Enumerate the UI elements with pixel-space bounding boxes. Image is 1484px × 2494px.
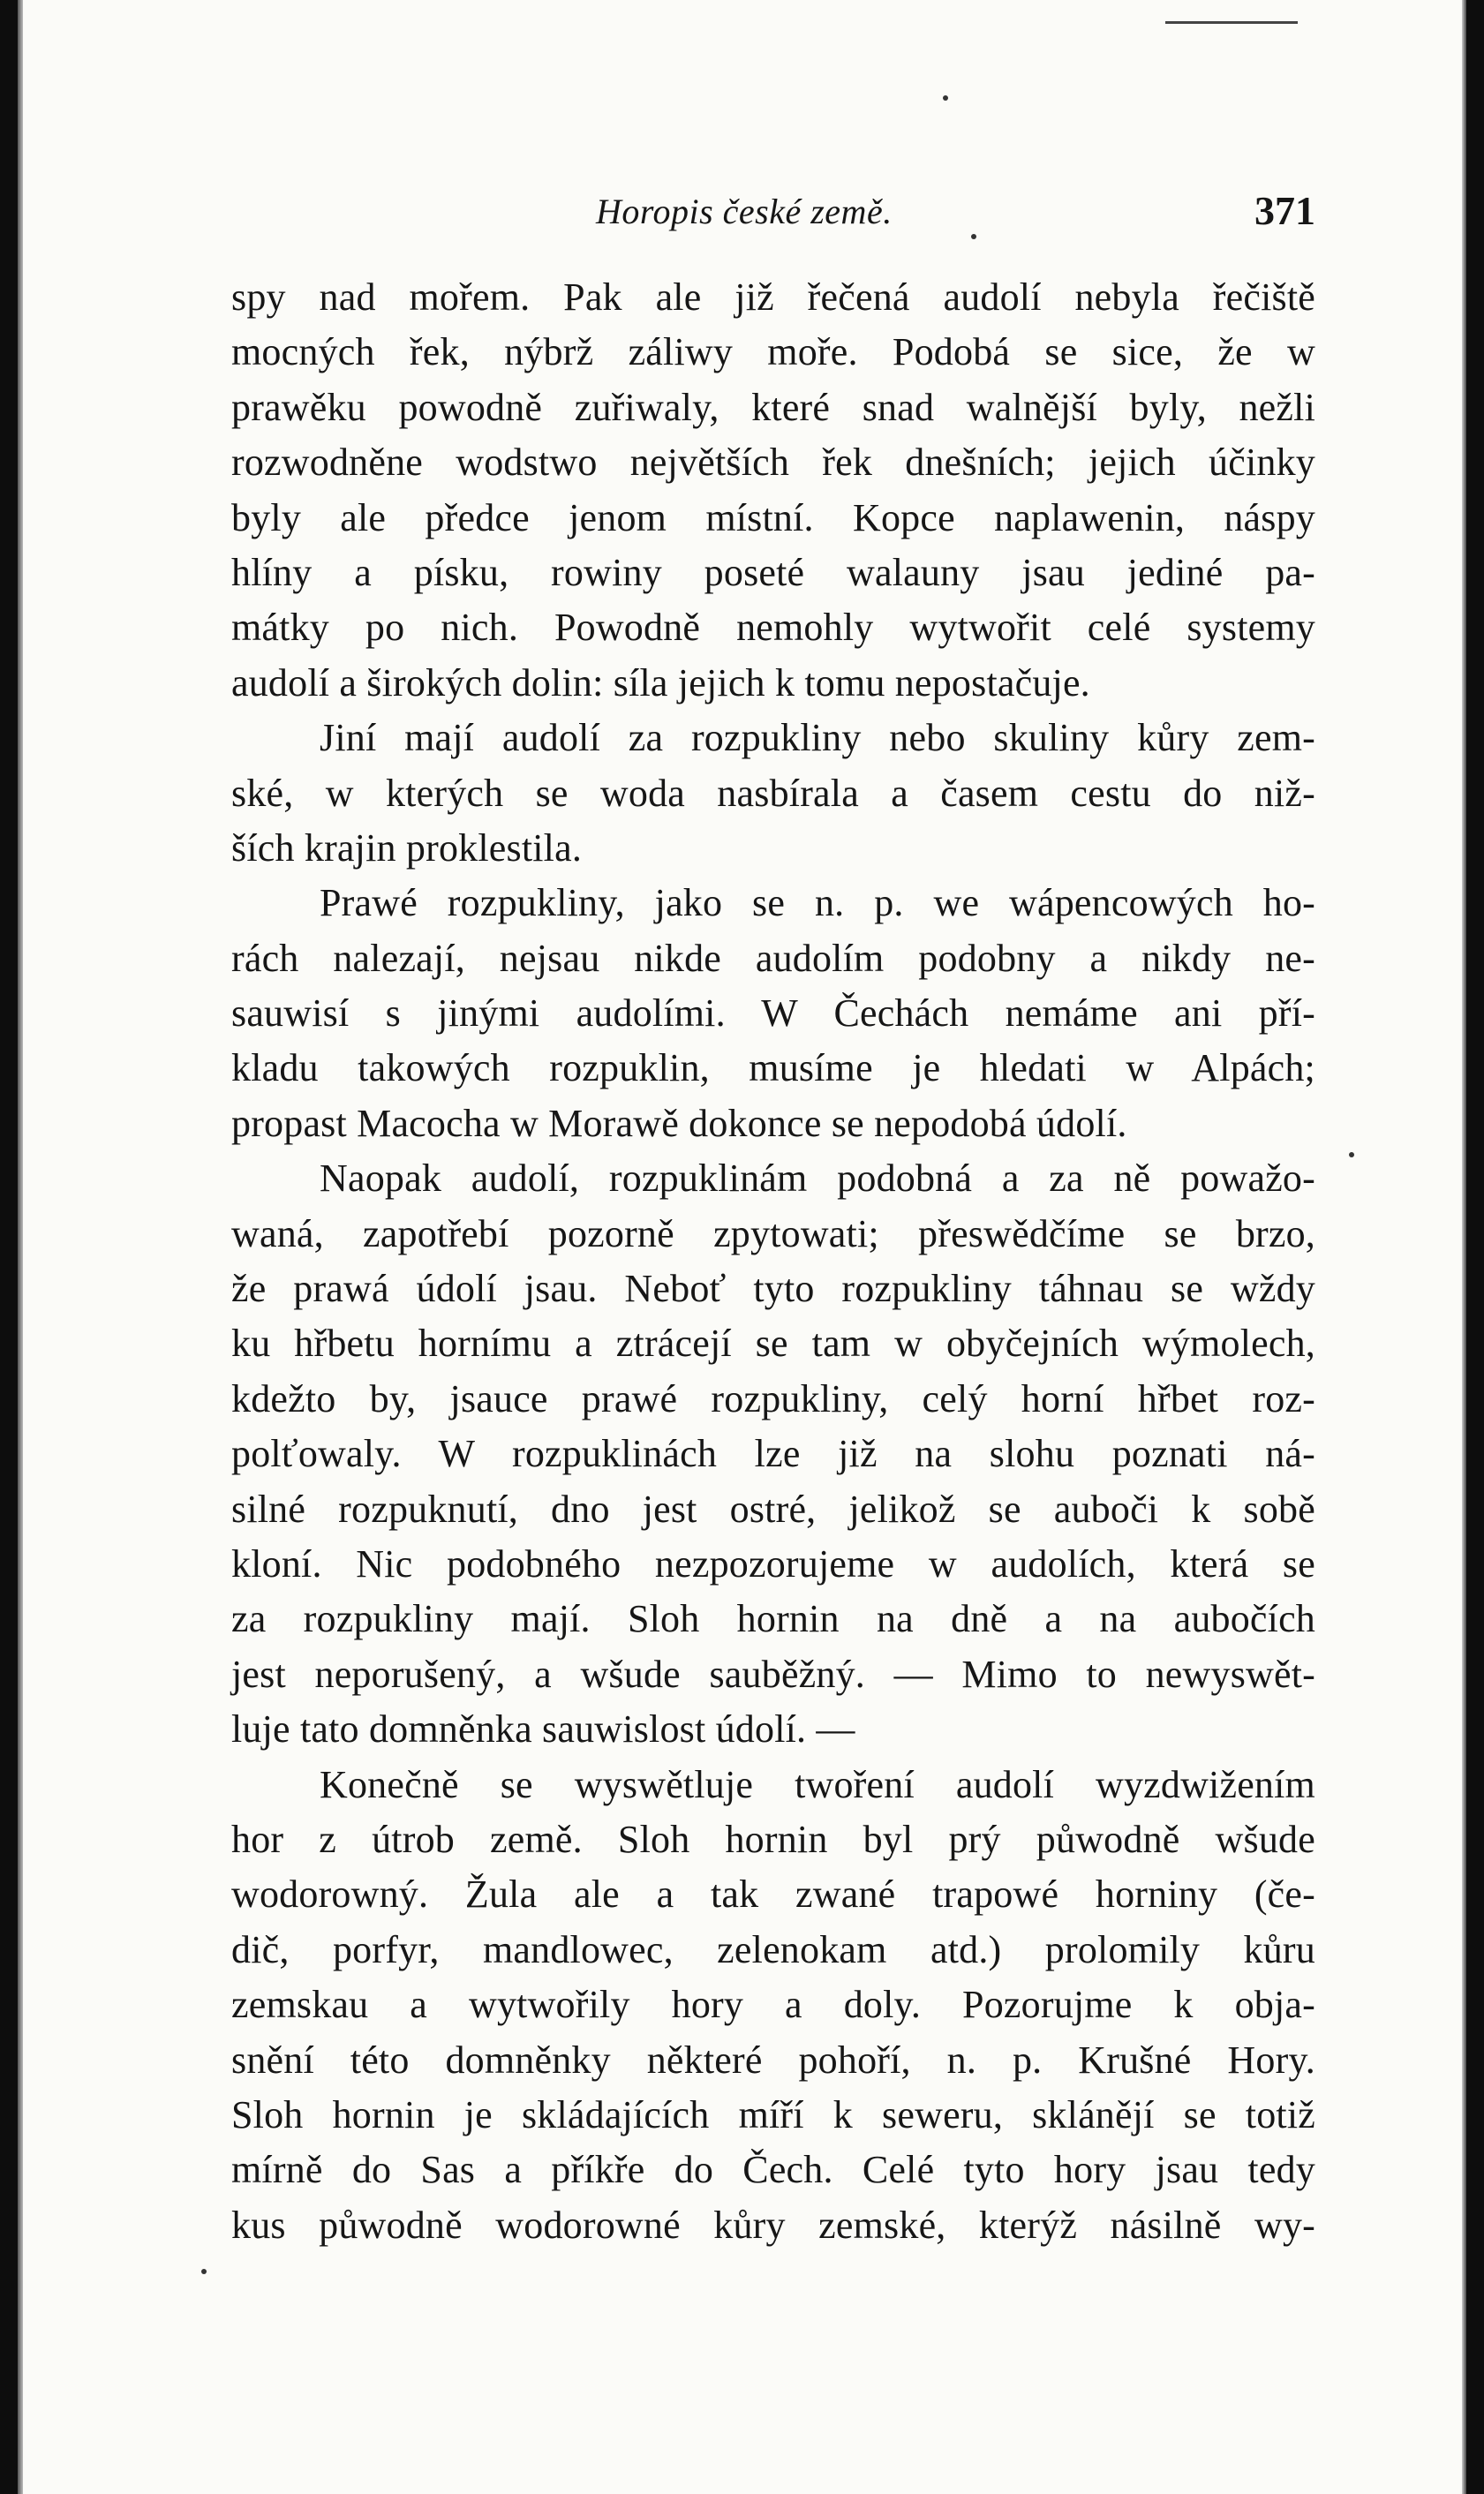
- text-line: spy nad mořem. Pak ale již řečená audolí nebyla řečiště: [231, 275, 1315, 319]
- text-line: audolí a širokých dolin: síla jejich k tomu nepostačuje.: [231, 660, 1090, 704]
- text-line: ské, w kterých se woda nasbírala a časem cestu do niž-: [231, 771, 1315, 815]
- text-line: Prawé rozpukliny, jako se n. p. we wápencowých ho-: [320, 881, 1315, 925]
- text-line: sauwisí s jinými audolími. W Čechách nemáme ani pří-: [231, 991, 1315, 1036]
- text-line: zemskau a wytwořily hory a doly. Pozorujme k obja-: [231, 1983, 1315, 2027]
- text-line: rách nalezají, nejsau nikde audolím podobny a nikdy ne-: [231, 936, 1315, 980]
- text-line: za rozpukliny mají. Sloh hornin na dně a na aubočích: [231, 1597, 1315, 1641]
- text-line: Konečně se wyswětluje twoření audolí wyzdwižením: [320, 1762, 1315, 1806]
- text-line: jest neporušený, a wšude sauběžný. — Mimo to newyswět-: [231, 1652, 1315, 1696]
- text-line: Sloh hornin je skládajících míří k sewеru, skláněјí se totiž: [231, 2092, 1315, 2136]
- text-line: prawěku powodně zuřiwaly, které snad walnější byly, nežli: [231, 385, 1315, 429]
- text-line: Naopak audolí, rozpuklinám podobná a za ně powažo-: [320, 1157, 1315, 1201]
- scan-binding-shadow: [18, 0, 23, 2494]
- scan-speck: [201, 2269, 207, 2274]
- text-line: silné rozpuknutí, dno jest ostré, jelikož se auboči k sobě: [231, 1487, 1315, 1531]
- text-line: kladu takowých rozpuklin, musíme je hledati w Alpách;: [231, 1046, 1315, 1090]
- text-line: hor z útrob země. Sloh hornin byl prý půwodně wšude: [231, 1817, 1315, 1861]
- text-line: dič, porfyr, mandlowec, zelenokam atd.) prolomily kůru: [231, 1927, 1315, 1971]
- text-line: že prawá údolí jsau. Neboť tyto rozpukliny táhnau se wždy: [231, 1267, 1315, 1311]
- text-line: rozwodněne wodstwo největších řek dnešních; jejich účinky: [231, 441, 1315, 485]
- text-line: byly ale předce jenom místní. Kopce naplawenin, náspy: [231, 495, 1315, 539]
- text-line: kus půwodně wodorowné kůry zemské, kterýž násilně wy-: [231, 2203, 1315, 2247]
- text-line: ku hřbetu hornímu a ztrácejí se tam w obyčejních wýmolech,: [231, 1322, 1315, 1366]
- text-line: snění této domněnky některé pohoří, n. p. Krušné Hory.: [231, 2038, 1315, 2082]
- text-line: kdežto by, jsauce prawé rozpukliny, celý horní hřbet roz-: [231, 1376, 1315, 1420]
- text-line: wodorowný. Žula ale a tak zwané trapowé horniny (če-: [231, 1872, 1315, 1917]
- scan-speck: [943, 95, 948, 101]
- text-line: kloní. Nic podobného nezpozorujeme w audolích, která se: [231, 1541, 1315, 1586]
- scan-speck: [1349, 1152, 1354, 1157]
- text-line: polťowaly. W rozpuklinách lze již na slohu poznati ná-: [231, 1432, 1315, 1476]
- body-text: [231, 270, 1315, 2253]
- scan-right-edge: [1466, 0, 1484, 2494]
- scan-artifact-line: [1165, 21, 1298, 24]
- text-line: mocných řek, nýbrž záliwy moře. Podobá se sice, že w: [231, 330, 1315, 374]
- text-line: luje tato domněnka sauwislost údolí. —: [231, 1707, 855, 1752]
- text-line: mátky po nich. Powodně nemohly wytwořit celé systemy: [231, 606, 1315, 650]
- page-header: [225, 184, 1315, 245]
- scan-binding-edge: [0, 0, 18, 2494]
- text-line: propast Macocha w Morawě dokonce se nepodobá údolí.: [231, 1101, 1127, 1145]
- page-number: 371: [1254, 188, 1315, 233]
- scan-right-shadow: [1462, 0, 1466, 2494]
- running-title: Horopis české země.: [596, 192, 893, 231]
- text-line: Jiní mají audolí za rozpukliny nebo skuliny kůry zem-: [320, 716, 1315, 760]
- text-line: mírně do Sas a příkře do Čech. Celé tyto hory jsau tedy: [231, 2148, 1315, 2192]
- text-line: ších krajin proklestila.: [231, 825, 583, 870]
- text-line: hlíny a písku, rowiny poseté walauny jsau jediné pa-: [231, 550, 1315, 594]
- text-line: waná, zapotřebí pozorně zpytowati; přeswědčíme se brzo,: [231, 1211, 1315, 1255]
